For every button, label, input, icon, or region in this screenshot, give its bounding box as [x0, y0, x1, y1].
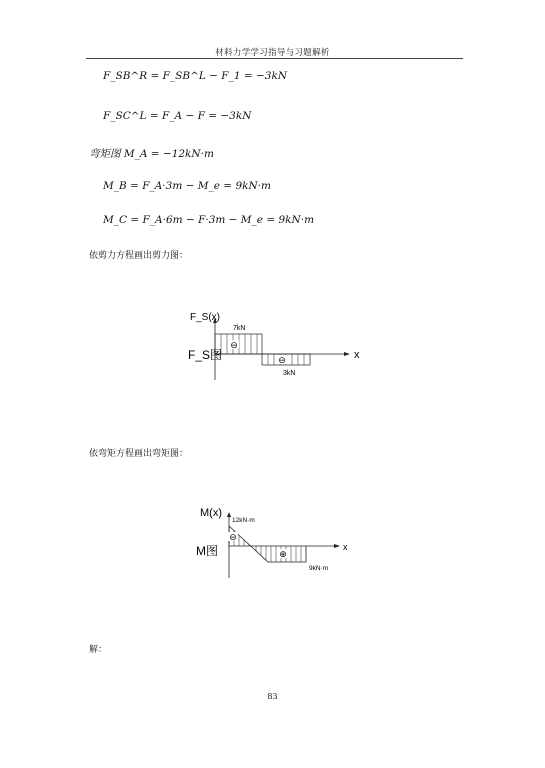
- moment-x-axis-label: x: [343, 542, 348, 552]
- moment-y-axis-label: M(x): [200, 507, 222, 519]
- moment-negative-sign: ⊖: [229, 532, 237, 542]
- bending-moment-diagram: [190, 500, 360, 590]
- shear-positive-sign: ⊖: [230, 340, 238, 350]
- shear-diagram-label: F_S图: [188, 348, 223, 362]
- header-rule: [86, 58, 463, 59]
- shear-positive-value: 7kN: [233, 325, 246, 332]
- shear-negative-sign: ⊖: [278, 355, 286, 365]
- equation-fsb-right: F_SB^R = F_SB^L − F_1 = −3kN: [103, 70, 288, 82]
- shear-y-axis-label: F_S(x): [190, 312, 220, 323]
- page-number: 83: [267, 692, 278, 701]
- shear-negative-value: 3kN: [283, 370, 296, 377]
- equation-ma: 弯矩图 M_A = −12kN·m: [89, 148, 214, 160]
- moment-positive-sign: ⊕: [279, 549, 287, 559]
- moment-x-arrow: [334, 544, 340, 548]
- moment-diagram-intro: 依弯矩方程画出弯矩图：: [89, 449, 189, 459]
- shear-x-axis-label: x: [354, 349, 360, 361]
- running-header: 材料力学学习指导与习题解析: [215, 48, 330, 58]
- shear-force-diagram: [180, 300, 370, 390]
- moment-curve: [229, 526, 306, 562]
- shear-x-arrow: [344, 352, 350, 356]
- equation-mb: M_B = F_A·3m − M_e = 9kN·m: [103, 180, 271, 192]
- equation-mc: M_C = F_A·6m − F·3m − M_e = 9kN·m: [103, 214, 315, 226]
- moment-negative-value: 12kN·m: [232, 517, 255, 524]
- moment-positive-value: 9kN·m: [309, 565, 329, 572]
- shear-diagram-intro: 依剪力方程画出剪力图：: [89, 251, 189, 261]
- solution-label: 解：: [89, 645, 108, 655]
- moment-y-arrow: [227, 512, 231, 517]
- moment-diagram-label: M图: [196, 544, 218, 558]
- equation-fsc-left: F_SC^L = F_A − F = −3kN: [103, 110, 252, 122]
